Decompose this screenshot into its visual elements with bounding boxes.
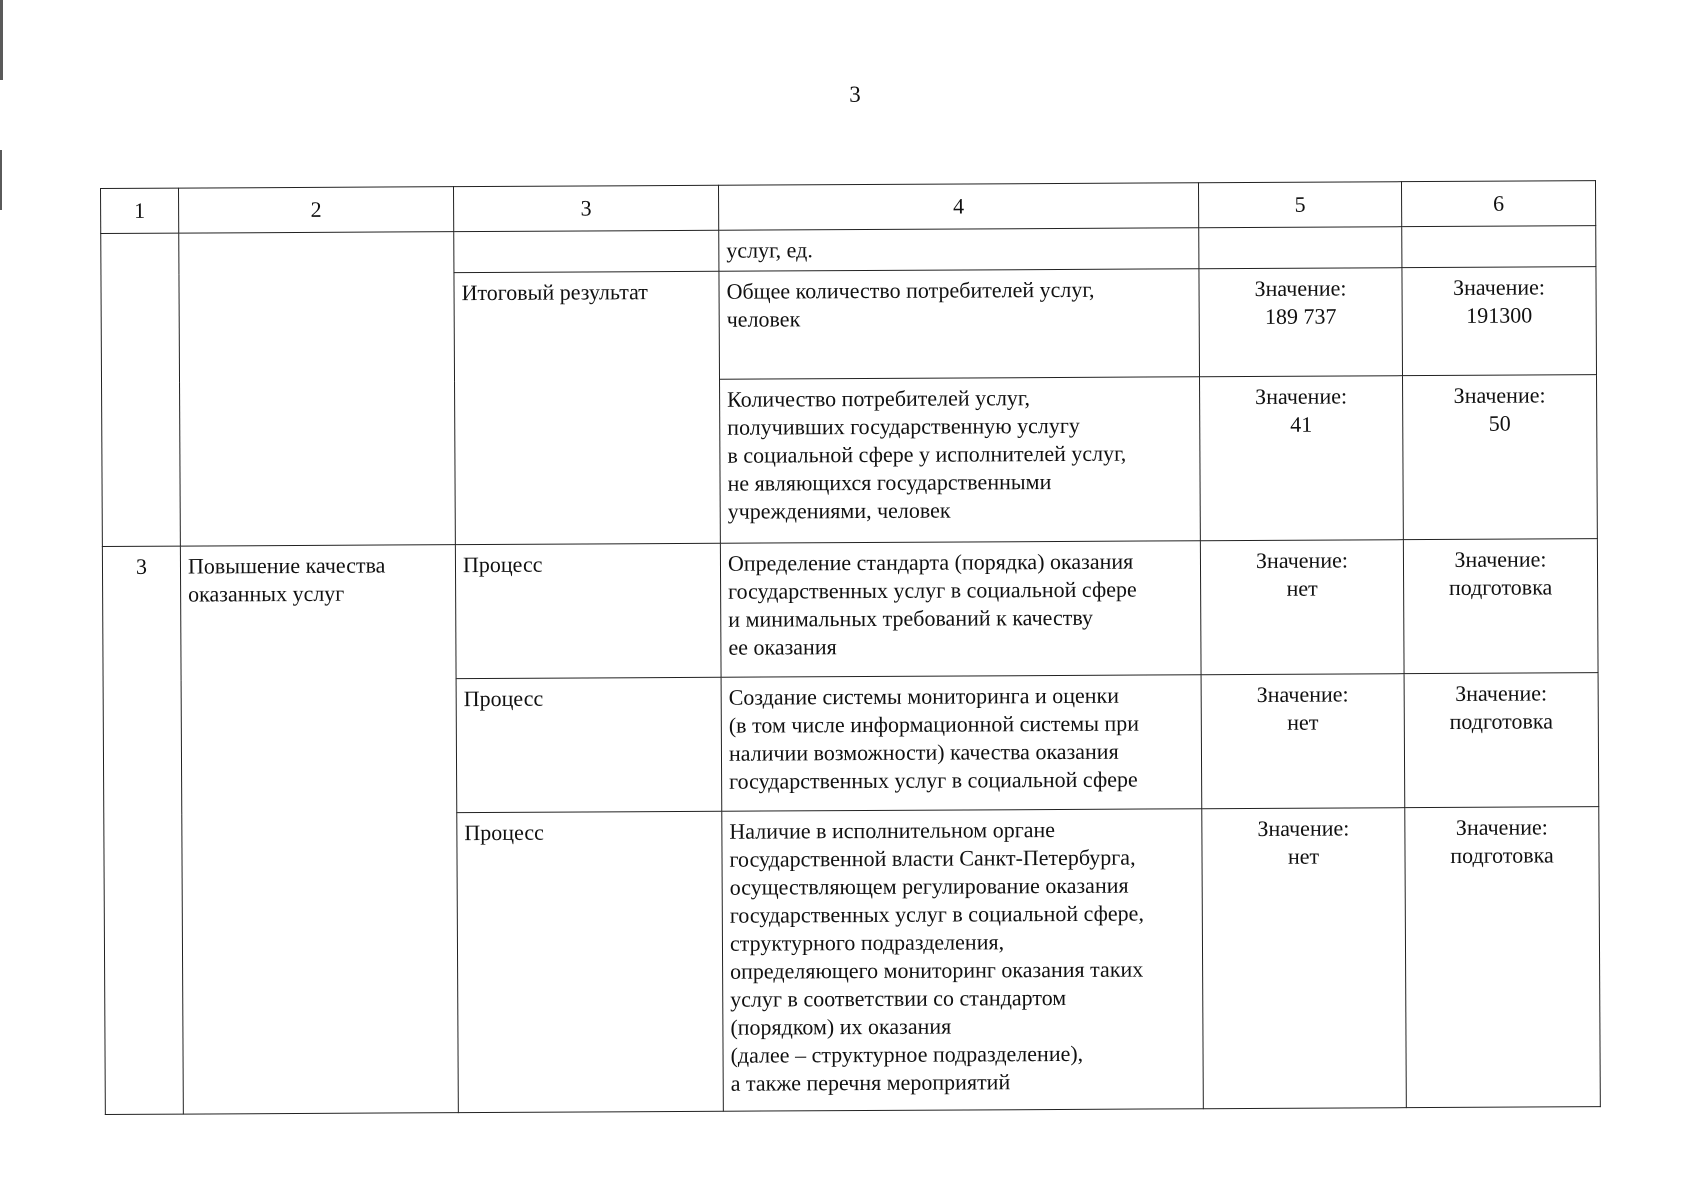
indicator-cell: Количество потребителей услуг, получивших государственную услугу в социальной сфере у исполнителей услуг, не являющихся государственными учреждениями, человек bbox=[720, 377, 1201, 544]
column-header: 3 bbox=[453, 185, 718, 231]
target-value-cell bbox=[1405, 807, 1601, 1108]
value-label: Значение: bbox=[1257, 815, 1350, 841]
target-value-cell bbox=[1403, 375, 1598, 540]
value-label: Значение: bbox=[1455, 814, 1548, 840]
base-value-cell bbox=[1200, 540, 1404, 675]
result-type-cell bbox=[454, 230, 719, 272]
base-value-cell bbox=[1202, 808, 1407, 1109]
base-value-cell bbox=[1199, 227, 1402, 269]
value-label: Значение: bbox=[1453, 382, 1546, 408]
target-value-cell bbox=[1403, 539, 1598, 674]
indicator-cell: услуг, ед. bbox=[719, 228, 1199, 272]
target-value-cell bbox=[1402, 267, 1597, 376]
indicators-table bbox=[100, 180, 1601, 1115]
result-type-cell: Процесс bbox=[455, 543, 721, 678]
target-value-cell bbox=[1404, 673, 1599, 808]
value: подготовка bbox=[1448, 574, 1553, 600]
column-header: 1 bbox=[101, 188, 179, 233]
base-value-cell bbox=[1201, 674, 1405, 809]
value: нет bbox=[1286, 575, 1318, 601]
value: 191300 bbox=[1466, 302, 1533, 328]
value-label bbox=[1206, 233, 1394, 234]
value-label: Значение: bbox=[1255, 547, 1348, 573]
indicator-cell: Наличие в исполнительном органе государственной власти Санкт-Петербурга, осуществляющем регулирование оказания государственных услуг в социальной сфере, структурного подразделения, определяющего мониторинг оказания таких услуг в соответствии со стандартом (порядком) их оказания (далее – структурное подразделение), а также перечня мероприятий bbox=[722, 809, 1204, 1112]
value-label bbox=[1409, 232, 1588, 233]
column-header: 6 bbox=[1401, 181, 1595, 227]
table-header bbox=[101, 181, 1596, 234]
base-value-cell bbox=[1200, 376, 1404, 541]
base-value-cell bbox=[1199, 268, 1403, 377]
value-label: Значение: bbox=[1454, 546, 1547, 572]
page-number: 3 bbox=[849, 82, 861, 107]
value-label: Значение: bbox=[1255, 383, 1348, 409]
value-label: Значение: bbox=[1254, 275, 1347, 301]
value: подготовка bbox=[1449, 708, 1554, 734]
value bbox=[1206, 233, 1394, 234]
value: нет bbox=[1287, 709, 1319, 735]
value: 41 bbox=[1290, 411, 1313, 437]
value: нет bbox=[1287, 843, 1320, 869]
value: 50 bbox=[1488, 410, 1511, 436]
result-type-cell: Процесс bbox=[457, 811, 724, 1112]
column-header: 5 bbox=[1198, 182, 1401, 228]
task-cell bbox=[179, 232, 456, 546]
indicator-cell: Создание системы мониторинга и оценки (в том числе информационной системы при наличии возможности) качества оказания государственных услуг в социальной сфере bbox=[721, 675, 1202, 812]
indicator-cell: Определение стандарта (порядка) оказания государственных услуг в социальной сфере и минимальных требований к качеству ее оказания bbox=[720, 541, 1201, 678]
column-header: 2 bbox=[179, 187, 454, 233]
value: 189 737 bbox=[1264, 303, 1337, 329]
target-value-cell bbox=[1402, 226, 1596, 268]
result-type-cell: Итоговый результат bbox=[454, 271, 720, 544]
row-number-cell: 3 bbox=[102, 546, 183, 1114]
value: подготовка bbox=[1450, 842, 1554, 868]
value bbox=[1409, 232, 1588, 233]
row-number-cell bbox=[101, 233, 181, 546]
header-row bbox=[101, 181, 1596, 234]
value-label: Значение: bbox=[1455, 680, 1548, 706]
value-label: Значение: bbox=[1256, 681, 1349, 707]
scan-edge-mark bbox=[0, 150, 2, 210]
indicator-cell: Общее количество потребителей услуг, человек bbox=[719, 269, 1200, 380]
table-row bbox=[102, 539, 1598, 681]
task-cell: Повышение качества оказанных услуг bbox=[180, 545, 458, 1114]
scan-edge-mark bbox=[0, 0, 3, 80]
value-label: Значение: bbox=[1453, 274, 1546, 300]
result-type-cell: Процесс bbox=[456, 677, 722, 812]
column-header: 4 bbox=[718, 183, 1198, 231]
